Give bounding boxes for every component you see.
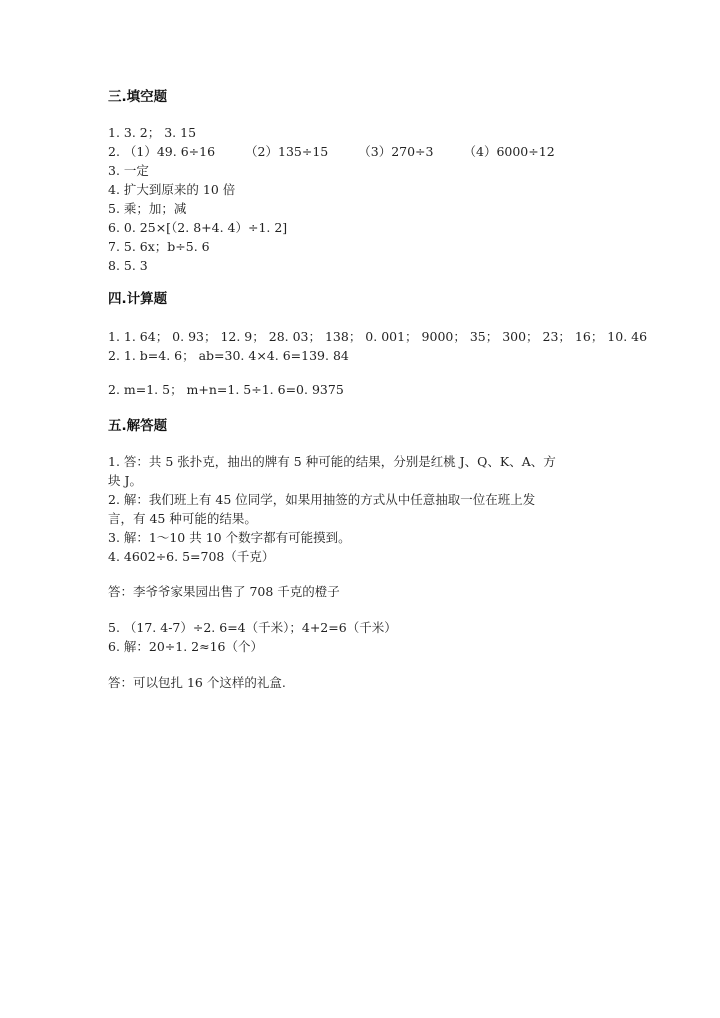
section-4-title: 四.计算题 — [108, 291, 168, 307]
s3-answer-8: 8. 5. 3 — [108, 258, 148, 273]
s4-answer-1: 1. 1. 64； 0. 93； 12. 9； 28. 03； 138； 0. 001； 9000； 35； 300； 23； 16； 10. 46 — [108, 329, 648, 344]
s3-answer-4: 4. 扩大到原来的 10 倍 — [108, 182, 236, 197]
s3-answer-5: 5. 乘；加；减 — [108, 201, 187, 216]
s5-answer-2-line-1: 2. 解：我们班上有 45 位同学，如果用抽签的方式从中任意抽取一位在班上发 — [108, 492, 536, 507]
s3-answer-7: 7. 5. 6x；b÷5. 6 — [108, 239, 210, 254]
s5-answer-1-line-2: 块 J。 — [108, 473, 142, 488]
s5-answer-2-line-2: 言，有 45 种可能的结果。 — [108, 511, 257, 526]
s5-answer-6: 6. 解：20÷1. 2≈16（个） — [108, 639, 264, 654]
s5-answer-4-conclusion: 答：李爷爷家果园出售了 708 千克的橙子 — [108, 584, 340, 599]
s3-answer-1: 1. 3. 2； 3. 15 — [108, 125, 197, 140]
s3-answer-2-part-3: （3）270÷3 — [358, 144, 434, 159]
s3-answer-3: 3. 一定 — [108, 163, 149, 178]
s4-answer-2-2: 2. m=1. 5； m+n=1. 5÷1. 6=0. 9375 — [108, 382, 344, 397]
s3-answer-2-part-1: 2. （1）49. 6÷16 — [108, 144, 216, 159]
s5-answer-3: 3. 解：1～10 共 10 个数字都有可能摸到。 — [108, 530, 351, 545]
section-3-title: 三.填空题 — [108, 89, 168, 105]
s5-answer-4: 4. 4602÷6. 5=708（千克） — [108, 549, 275, 564]
s3-answer-2-part-4: （4）6000÷12 — [463, 144, 555, 159]
s5-answer-6-conclusion: 答：可以包扎 16 个这样的礼盒. — [108, 675, 286, 690]
s4-answer-2-1: 2. 1. b=4. 6； ab=30. 4×4. 6=139. 84 — [108, 348, 349, 363]
s5-answer-1-line-1: 1. 答：共 5 张扑克，抽出的牌有 5 种可能的结果，分别是红桃 J、Q、K、A、方 — [108, 454, 556, 469]
s3-answer-2-part-2: （2）135÷15 — [245, 144, 329, 159]
s3-answer-2 — [108, 143, 555, 161]
s3-answer-6: 6. 0. 25×[（2. 8+4. 4）÷1. 2] — [108, 220, 288, 235]
section-5-title: 五.解答题 — [108, 418, 168, 434]
s5-answer-5: 5. （17. 4-7）÷2. 6=4（千米）；4+2=6（千米） — [108, 620, 397, 635]
